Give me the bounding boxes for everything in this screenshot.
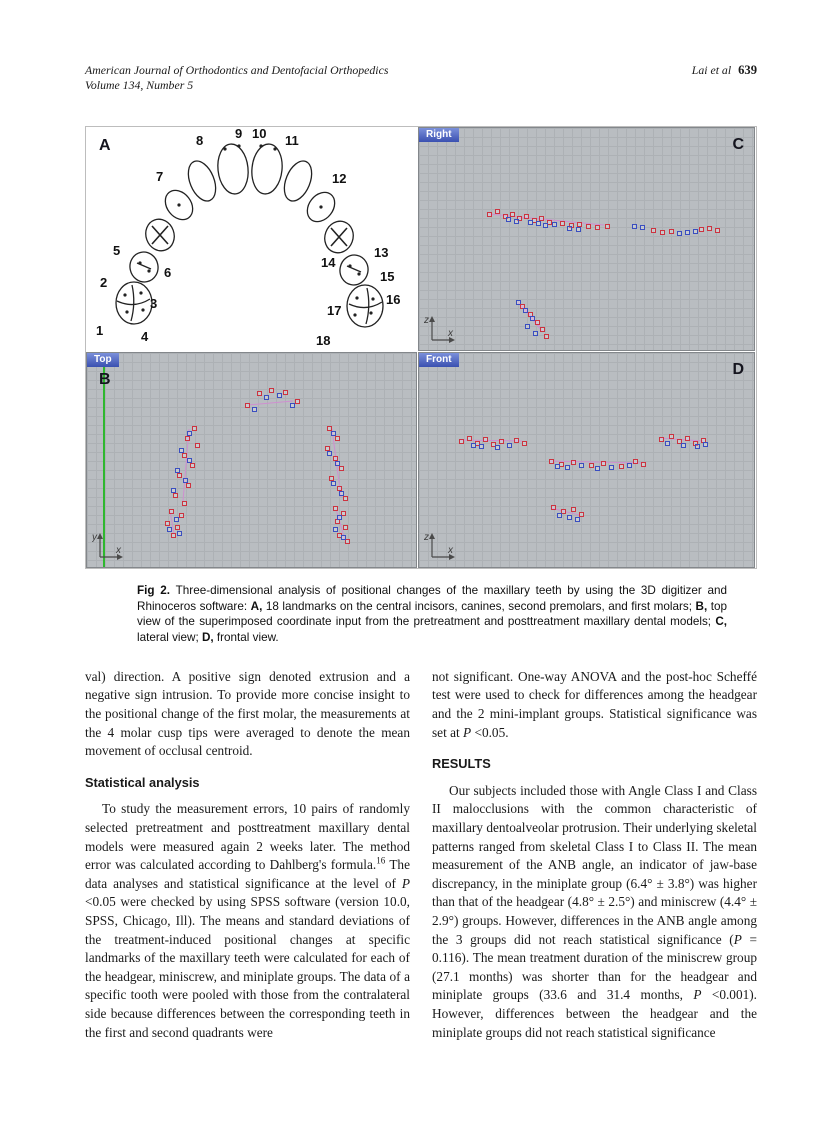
svg-text:13: 13 <box>374 245 389 260</box>
svg-text:4: 4 <box>141 329 149 344</box>
axis-vertical-label: y <box>92 532 97 543</box>
svg-text:12: 12 <box>332 171 347 186</box>
axis-horizontal-label: x <box>448 545 453 556</box>
svg-text:1: 1 <box>96 323 104 338</box>
svg-text:18: 18 <box>316 333 331 348</box>
paragraph-results: Our subjects included those with Angle Class I and Class II malocclusions with the common characteristic of maxillary dentoalveolar protrusion. Their underlying skeletal patterns ranged from skeletal Class I to Class II. The mean measurement of the ANB angle, an indicator of jaw-base discrepancy, in the miniplate group (6.4° ± 3.8°) was higher than that of the headgear (4.8° ± 2.5°) and miniscrew (4.4° ± 2.9°) groups. However, differences in the ANB angle among the 3 groups did not reach statistical significance (P = 0.116). The mean treatment duration of the miniscrew group (27.1 months) was shorter than for the headgear and miniplate groups (33.6 and 31.4 months, P <0.001). However, differences between the headgear and the miniplate groups did not reach statistical significance <box>432 782 757 1040</box>
axis-glyph <box>424 527 458 563</box>
panel-label-c: C <box>732 136 744 153</box>
paragraph-statistical-analysis: To study the measurement errors, 10 pairs of randomly selected pretreatment and posttreatment maxillary dental models were measured again 2 weeks later. The method error was calculated according to Dahlberg's formula.$^{16}$ The data analyses and statistical significance at the level of P <0.05 were checked by using SPSS software (version 10.0, SPSS, Chicago, Ill). The means and standard deviations of the treatment-induced positional changes at specific landmarks of the maxillary teeth were calculated for each of the headgear, miniscrew, and miniplate groups. The data of a specific tooth were pooled with those from the contralateral side because differences between the corresponding teeth in the first and second quadrants were <box>85 801 410 1040</box>
svg-text:14: 14 <box>321 255 336 270</box>
axis-horizontal-label: x <box>448 328 453 339</box>
scatter-points <box>87 353 416 567</box>
authors-text: Lai et al <box>691 63 732 77</box>
viewport-tab-front: Front <box>419 353 459 367</box>
svg-text:10: 10 <box>252 127 267 141</box>
svg-text:6: 6 <box>164 265 172 280</box>
svg-text:11: 11 <box>285 133 299 148</box>
dental-arch-diagram <box>86 127 417 351</box>
viewport-tab-top: Top <box>87 353 119 367</box>
axis-glyph <box>424 310 458 346</box>
svg-text:7: 7 <box>156 169 164 184</box>
svg-text:5: 5 <box>113 243 121 258</box>
svg-text:16: 16 <box>386 292 401 307</box>
running-head <box>692 63 757 78</box>
figure-panel-d <box>418 352 755 568</box>
axis-vertical-label: z <box>424 315 429 326</box>
figure-panel-c <box>418 127 755 351</box>
paragraph-continuation: val) direction. A positive sign denoted extrusion and a negative sign intrusion. To provide more concise insight to the positional change of the first molar, the measurements at the 4 molar cusp tips were averaged to denote the mean movement of occlusal centroid. <box>85 668 410 759</box>
figure-panel-b <box>86 352 417 568</box>
axis-vertical-label: z <box>424 532 429 543</box>
svg-text:17: 17 <box>327 303 342 318</box>
figure-2 <box>85 126 757 569</box>
extracted-tooth-x-left <box>152 226 168 244</box>
journal-title: American Journal of Orthodontics and Dentofacial Orthopedics <box>85 63 389 77</box>
column-left <box>85 668 410 1042</box>
journal-volume-line: Volume 134, Number 5 <box>85 77 194 92</box>
body-columns <box>85 668 757 1042</box>
page-number: 639 <box>738 63 757 77</box>
svg-text:2: 2 <box>100 275 108 290</box>
axis-glyph <box>92 527 126 563</box>
column-right <box>432 668 757 1042</box>
svg-text:3: 3 <box>150 296 158 311</box>
panel-label-a: A <box>99 137 111 154</box>
svg-text:8: 8 <box>196 133 204 148</box>
viewport-tab-right: Right <box>419 128 459 142</box>
axis-horizontal-label: x <box>116 545 121 556</box>
figure-panel-a <box>86 127 417 351</box>
paragraph-continuation: not significant. One-way ANOVA and the post-hoc Scheffé test were used to check for differences among the headgear and the 2 mini-implant groups. Statistical significance was set at P <0.05. <box>432 668 757 740</box>
panel-label-d: D <box>732 361 744 378</box>
extracted-tooth-x-right <box>331 228 347 246</box>
section-heading-statistical-analysis: Statistical analysis <box>85 774 200 790</box>
page-header <box>85 63 757 92</box>
scatter-points <box>419 353 754 567</box>
scatter-points <box>419 128 754 350</box>
svg-text:9: 9 <box>235 127 243 141</box>
svg-text:15: 15 <box>380 269 395 284</box>
section-heading-results: RESULTS <box>432 756 491 772</box>
panel-label-b: B <box>99 371 111 388</box>
figure-caption: Fig 2. Three-dimensional analysis of positional changes of the maxillary teeth by using the 3D digitizer and Rhinoceros software: A, 18 landmarks on the central incisors, canines, second premolars, and first molars; B, top view of the superimposed coordinate input from the pretreatment and posttreatment maxillary dental models; C, lateral view; D, frontal view. <box>137 584 728 645</box>
journal-header <box>85 63 388 92</box>
